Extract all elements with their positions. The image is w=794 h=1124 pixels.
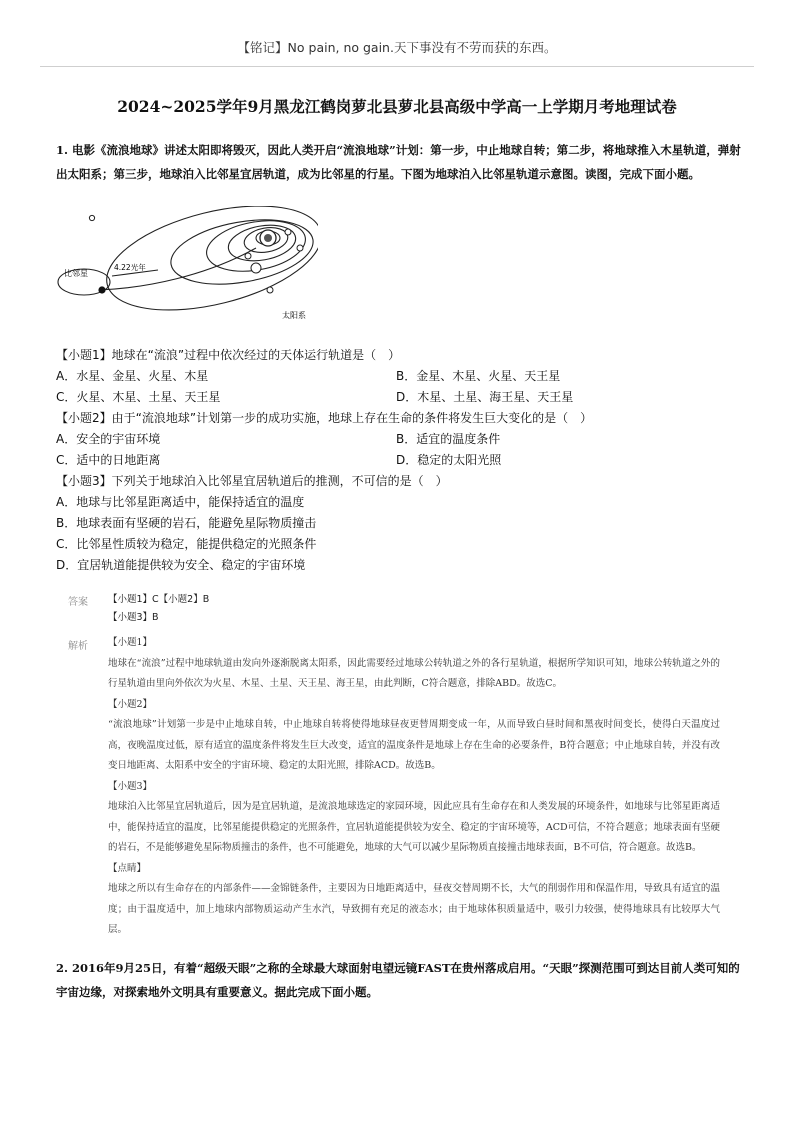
analysis-body: [108, 633, 720, 941]
planet-icon: [251, 263, 261, 273]
question-1-stem: 1. 电影《流浪地球》讲述太阳即将毁灭，因此人类开启“流浪地球”计划：第一步，中止地球自转；第二步，将地球推入木星轨道，弹射出太阳系；第三步，地球泊入比邻星宜居轨道，成为比邻星的行星。下图为地球泊入比邻星轨道示意图。读图，完成下面小题。: [56, 143, 741, 181]
planet-icon: [245, 253, 251, 259]
answer-line-1: 【小题1】C【小题2】B: [108, 594, 210, 605]
subquestion-3: 【小题3】下列关于地球泊入比邻星宜居轨道后的推测，不可信的是（ ）: [56, 474, 448, 488]
label-distance: 4.22光年: [114, 263, 146, 272]
analysis-label: 解析: [68, 641, 88, 652]
orbit-4: [166, 210, 318, 294]
option-d: D．宜居轨道能提供较为安全、稳定的宇宙环境: [56, 558, 306, 572]
label-proxima: 比邻星: [64, 269, 88, 278]
subquestion-2: 【小题2】由于“流浪地球”计划第一步的成功实施，地球上存在生命的条件将发生巨大变化的是（ ）: [56, 411, 593, 425]
answer-label: 答案: [68, 597, 88, 608]
option-d: D．木星、土星、海王星、天王星: [396, 390, 574, 404]
option-b: B．适宜的温度条件: [396, 432, 501, 446]
subquestion-1: 【小题1】地球在“流浪”过程中依次经过的天体运行轨道是（ ）: [56, 348, 401, 362]
analysis-paragraph-2: “流浪地球”计划第一步是中止地球自转，中止地球自转将使得地球昼夜更替周期变成一年，从而导致白昼时间和黑夜时间变长，使得白天温度过高，夜晚温度过低，原有适宜的温度条件将发生巨大改变，适宜的温度条件是地球上存在生命的必要条件，B符合题意；中止地球自转，并没有改变日地距离、太阳系中安全的宇宙环境、稳定的太阳光照，排除ACD。故选B。: [108, 719, 720, 771]
planet-icon: [285, 229, 291, 235]
analysis-heading-3: 【小题3】: [108, 780, 153, 792]
option-d: D．稳定的太阳光照: [396, 453, 502, 467]
analysis-heading-1: 【小题1】: [108, 637, 153, 648]
option-a: A．安全的宇宙环境: [56, 432, 161, 446]
orbit-diagram: [56, 206, 318, 346]
analysis-heading-2: 【小题2】: [108, 698, 153, 710]
question-2-stem: 2. 2016年9月25日，有着“超级天眼”之称的全球最大球面射电望远镜FAST在贵州落成启用。“天眼”探测范围可到达目前人类可知的宇宙边缘，对探索地外文明具有重要意义。据此完成下面小题。: [56, 961, 740, 999]
header-motto: 【铭记】No pain, no gain.天下事没有不劳而获的东西。: [237, 40, 557, 55]
answer-line-2: 【小题3】B: [108, 612, 159, 623]
option-b: B．金星、木星、火星、天王星: [396, 369, 561, 383]
option-b: B．地球表面有坚硬的岩石，能避免星际物质撞击: [56, 516, 317, 530]
header-divider: [40, 66, 754, 67]
page-title: 2024~2025学年9月黑龙江鹤岗萝北县萝北县高级中学高一上学期月考地理试卷: [117, 97, 677, 116]
planet-icon: [89, 215, 94, 220]
planet-icon: [267, 287, 273, 293]
analysis-paragraph-1: 地球在“流浪”过程中地球轨道由发向外逐渐脱离太阳系，因此需要经过地球公转轨道之外的各行星轨道，根据所学知识可知，地球公转轨道之外的行星轨道由里向外依次为火星、木星、土星、天王星、海王星，由此判断，C符合题意，排除ABD。故选C。: [108, 657, 720, 689]
analysis-heading-4: 【点睛】: [108, 862, 147, 874]
analysis-paragraph-4: 地球之所以有生命存在的内部条件——金锦链条件，主要因为日地距离适中，昼夜交替周期不长，大气的削弱作用和保温作用，导致具有适宜的温度；由于温度适中，加上地球内部物质运动产生水汽，导致拥有充足的液态水；由于地球体积质量适中，吸引力较强，使得地球具有比较厚大气层。: [108, 883, 720, 935]
analysis-paragraph-3: 地球泊入比邻星宜居轨道后，因为是宜居轨道，是流浪地球选定的家园环境，因此应具有生命存在和人类发展的环境条件，如地球与比邻星距离适中，能保持适宜的温度，比邻星能提供稳定的光照条件，宜居轨道能提供较为安全、稳定的宇宙环境等，ACD可信，不符合题意；地球表面有坚硬的岩石，不是能够避免星际物质撞击的条件，也不可能避免，地球的大气可以减少星际物质直接撞击地球表面，B不可信，符合题意。故选B。: [108, 801, 720, 853]
option-c: C．比邻星性质较为稳定，能提供稳定的光照条件: [56, 537, 317, 551]
option-c: C．适中的日地距离: [56, 453, 161, 467]
option-c: C．火星、木星、土星、天王星: [56, 390, 221, 404]
option-a: A．水星、金星、火星、木星: [56, 369, 209, 383]
option-a: A．地球与比邻星距离适中，能保持适宜的温度: [56, 495, 305, 509]
planet-icon: [297, 245, 303, 251]
earth-icon: [98, 286, 105, 293]
label-solar-system: 太阳系: [282, 311, 306, 320]
